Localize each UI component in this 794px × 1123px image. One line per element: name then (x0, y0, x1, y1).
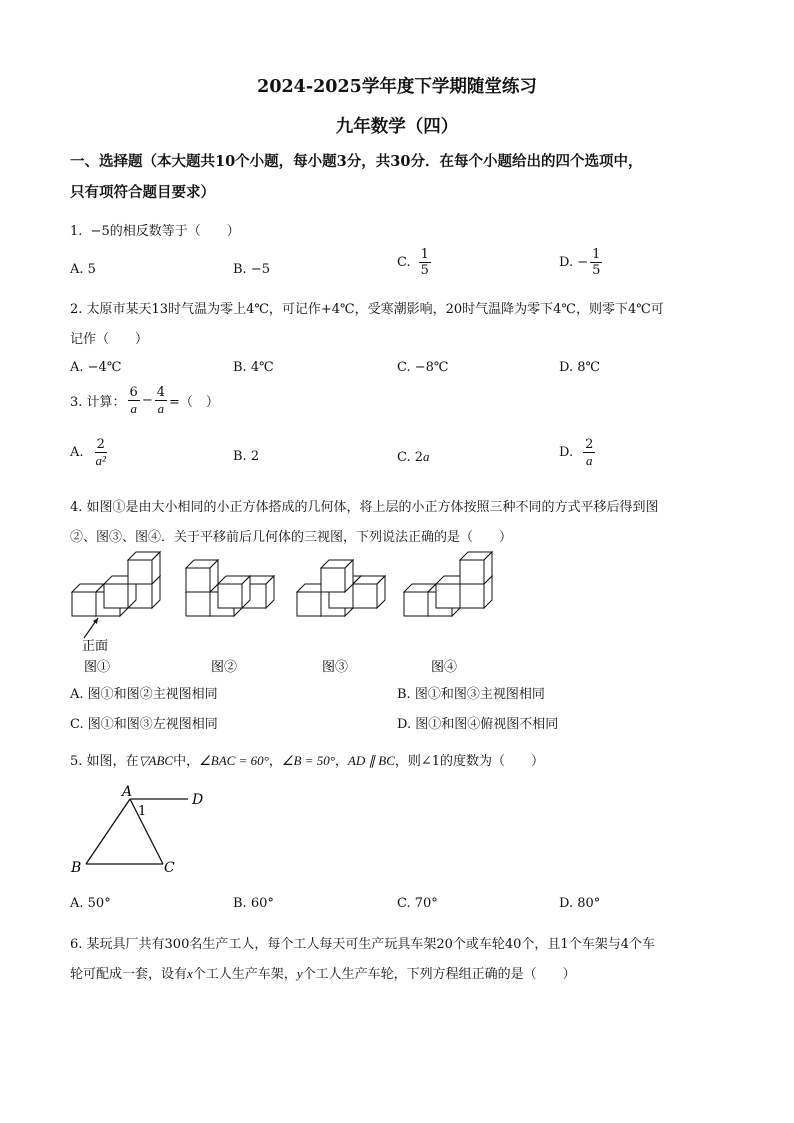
q1-option-c-denominator: 5 (420, 263, 429, 278)
question-3-denominator-2: a (157, 401, 165, 416)
q1-option-d-denominator: 5 (592, 263, 601, 278)
question-5-triangle: ▽ABC (138, 753, 174, 768)
figure-1-cubes (72, 552, 160, 616)
question-5-prefix: 5. 如图，在 (70, 754, 139, 769)
q1-option-c (397, 248, 433, 277)
side-ab (86, 799, 130, 864)
q1-option-d-numerator: 1 (592, 247, 601, 262)
section-heading-line1: 一、选择题（本大题共10个小题，每小题3分，共30分．在每个小题给出的四个选项中， (70, 153, 643, 170)
q3-option-d-denominator: a (585, 453, 593, 468)
q3-option-a-label: A. (70, 445, 84, 460)
question-6-var-x: x (187, 966, 193, 981)
q4-option-a: A. 图①和图②主视图相同 (70, 687, 218, 702)
q2-option-c: C. −8℃ (397, 360, 449, 375)
vertex-b-label: B (71, 860, 82, 876)
vertex-c-label: C (164, 860, 175, 876)
question-6-line1: 6. 某玩具厂共有300名生产工人，每个工人每天可生产玩具车架20个或车轮40个，且1个车架与4个车 (70, 937, 655, 952)
q2-option-d: D. 8℃ (559, 360, 601, 375)
q3-option-c-variable: a (423, 449, 430, 464)
question-1 (70, 220, 240, 239)
question-4-line1: 4. 如图①是由大小相同的小正方体搭成的几何体，将上层的小正方体按照三种不同的方式平移后得到图 (70, 500, 659, 515)
q1-option-c-fraction (419, 248, 431, 277)
question-3-minus: − (141, 393, 153, 408)
q3-option-a-denominator: a² (95, 453, 106, 468)
q3-option-d-fraction (583, 438, 595, 467)
q3-option-a-numerator: 2 (96, 437, 105, 452)
question-3-prefix: 3. 计算： (70, 395, 126, 410)
q1-option-d (559, 248, 604, 277)
q1-option-d-fraction (590, 248, 602, 277)
q2-option-b: B. 4℃ (233, 360, 274, 375)
question-3-tail: =（ ） (169, 395, 219, 410)
page-subtitle: 九年数学（四） (335, 117, 459, 137)
question-6-line2 (70, 963, 576, 982)
q3-option-d-numerator: 2 (585, 437, 594, 452)
triangle-figure (60, 780, 240, 880)
question-4-line2: ②、图③、图④．关于平移前后几何体的三视图，下列说法正确的是（ ） (70, 530, 513, 545)
question-2-line1: 2. 太原市某天13时气温为零上4℃，可记作+4℃，受寒潮影响，20时气温降为零下4℃，则零下4℃可 (70, 302, 664, 317)
question-1-value: −5 (90, 224, 110, 239)
front-arrow (84, 618, 98, 638)
q3-option-a-fraction (94, 438, 108, 467)
figure-2-cubes (186, 560, 274, 616)
question-5-sep2: ， (334, 754, 348, 769)
q1-option-a: A. 5 (70, 262, 96, 277)
page-title: 2024-2025学年度下学期随堂练习 (257, 77, 537, 97)
question-5-mid: 中， (173, 754, 200, 769)
q3-option-c-label: C. 2 (397, 450, 424, 465)
q4-option-d: D. 图①和图④俯视图不相同 (397, 717, 559, 732)
question-6-text-a: 轮可配成一套，设有 (70, 967, 188, 982)
q2-option-a: A. −4℃ (70, 360, 122, 375)
question-3-numerator-1: 6 (129, 385, 138, 400)
figure-3-cubes (297, 560, 385, 616)
side-ac (130, 799, 163, 864)
question-1-number: 1. (70, 224, 83, 239)
front-label: 正面 (82, 639, 109, 654)
point-d-label: D (192, 792, 204, 808)
question-3 (70, 386, 219, 415)
question-6-text-c: 个工人生产车轮，下列方程组正确的是（ ） (302, 967, 576, 982)
q3-option-b: B. 2 (233, 449, 260, 464)
q4-option-b: B. 图①和图③主视图相同 (397, 687, 545, 702)
q3-option-a (70, 438, 110, 467)
question-1-text: 的相反数等于（ ） (109, 224, 240, 239)
figure-2-label: 图② (211, 660, 238, 675)
question-6-var-y: y (296, 966, 303, 981)
q5-option-a: A. 50° (70, 896, 111, 911)
question-3-fraction-2 (155, 386, 167, 415)
q5-option-c: C. 70° (397, 896, 438, 911)
q3-option-d (559, 438, 597, 467)
q3-option-d-label: D. (559, 445, 574, 460)
question-5-tail: ，则∠1的度数为（ ） (394, 754, 545, 769)
question-3-denominator-1: a (130, 401, 137, 416)
question-6-text-b: 个工人生产车架， (192, 967, 297, 982)
figure-4-cubes (404, 552, 492, 616)
section-heading-line2: 只有项符合题目要求） (70, 184, 215, 201)
figure-3-label: 图③ (322, 660, 349, 675)
cube-figures (60, 548, 520, 678)
question-3-numerator-2: 4 (156, 385, 166, 400)
question-5-sep1: ， (268, 754, 282, 769)
question-5-angle-b: ∠B = 50° (281, 753, 335, 768)
q1-option-c-label: C. (397, 255, 411, 270)
question-5-parallel: AD ∥ BC (347, 753, 395, 768)
q1-option-b: B. −5 (233, 262, 270, 277)
figure-4-label: 图④ (431, 660, 458, 675)
question-5-angle-bac: ∠BAC = 60° (199, 753, 269, 768)
question-5 (70, 750, 544, 769)
q4-option-c: C. 图①和图③左视图相同 (70, 717, 218, 732)
question-2-line2: 记作（ ） (70, 332, 149, 347)
q1-option-c-numerator: 1 (420, 247, 429, 262)
figure-1-label: 图① (84, 660, 111, 675)
q3-option-c (397, 449, 430, 465)
q1-option-d-label: D. − (559, 255, 589, 270)
vertex-a-label: A (122, 784, 133, 800)
q5-option-b: B. 60° (233, 896, 274, 911)
angle-1-label: 1 (138, 804, 147, 819)
q5-option-d: D. 80° (559, 896, 601, 911)
question-3-fraction-1 (128, 386, 140, 415)
